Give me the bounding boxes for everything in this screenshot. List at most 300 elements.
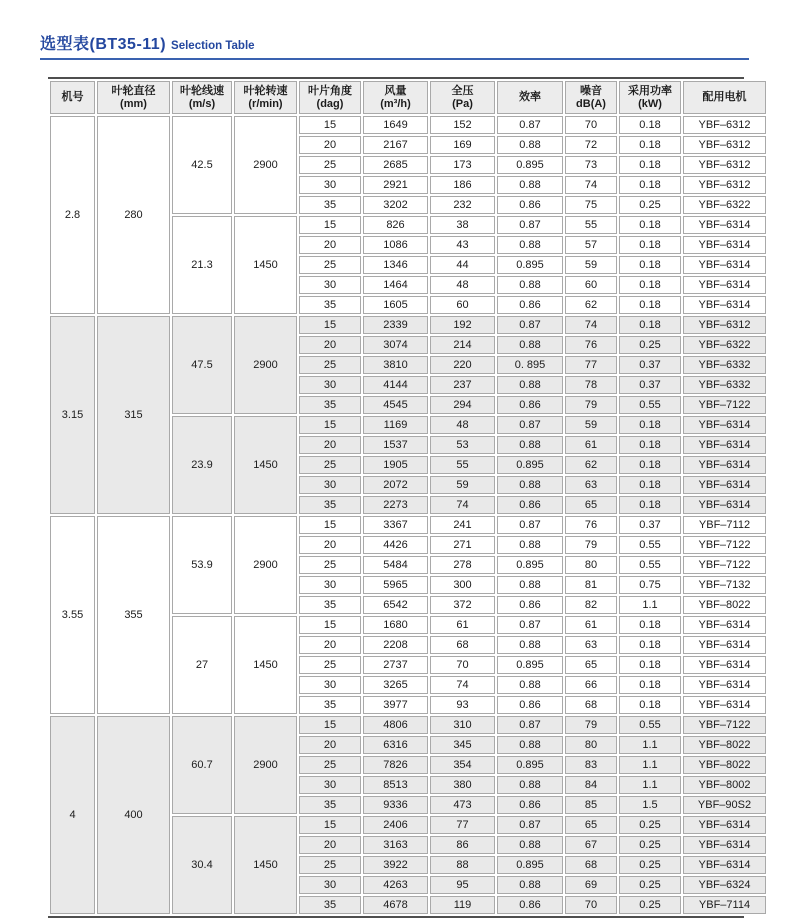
cell-noise: 61 [565, 616, 617, 634]
cell-efficiency: 0.88 [497, 576, 563, 594]
selection-table-wrap [48, 77, 752, 918]
cell-motor: YBF–6314 [683, 856, 766, 874]
cell-motor: YBF–6314 [683, 236, 766, 254]
cell-power: 0.18 [619, 256, 681, 274]
cell-efficiency: 0.88 [497, 436, 563, 454]
cell-motor: YBF–6332 [683, 376, 766, 394]
cell-line-speed: 30.4 [172, 816, 232, 914]
cell-pressure: 48 [430, 276, 495, 294]
cell-efficiency: 0.88 [497, 676, 563, 694]
cell-motor: YBF–8022 [683, 736, 766, 754]
cell-angle: 20 [299, 436, 361, 454]
cell-power: 0.18 [619, 496, 681, 514]
cell-pressure: 74 [430, 496, 495, 514]
col-header-noise: 噪音 dB(A) [565, 81, 617, 114]
cell-efficiency: 0.895 [497, 156, 563, 174]
cell-motor: YBF–6322 [683, 196, 766, 214]
cell-rpm: 2900 [234, 116, 297, 214]
cell-motor: YBF–6314 [683, 816, 766, 834]
cell-noise: 74 [565, 176, 617, 194]
cell-flow: 4426 [363, 536, 428, 554]
cell-flow: 2921 [363, 176, 428, 194]
cell-efficiency: 0.88 [497, 476, 563, 494]
cell-pressure: 380 [430, 776, 495, 794]
cell-rpm: 1450 [234, 616, 297, 714]
cell-angle: 20 [299, 536, 361, 554]
cell-diameter: 400 [97, 716, 170, 914]
cell-motor: YBF–6314 [683, 436, 766, 454]
cell-pressure: 214 [430, 336, 495, 354]
cell-motor: YBF–7122 [683, 556, 766, 574]
cell-flow: 2273 [363, 496, 428, 514]
page-title-en: Selection Table [171, 40, 255, 52]
cell-angle: 20 [299, 636, 361, 654]
cell-flow: 2406 [363, 816, 428, 834]
cell-motor: YBF–7122 [683, 536, 766, 554]
cell-angle: 25 [299, 856, 361, 874]
cell-pressure: 173 [430, 156, 495, 174]
header-row [50, 81, 766, 114]
cell-flow: 2737 [363, 656, 428, 674]
cell-angle: 25 [299, 556, 361, 574]
cell-flow: 4545 [363, 396, 428, 414]
cell-pressure: 294 [430, 396, 495, 414]
cell-noise: 70 [565, 896, 617, 914]
col-header-diameter: 叶轮直径 (mm) [97, 81, 170, 114]
cell-pressure: 74 [430, 676, 495, 694]
cell-noise: 76 [565, 516, 617, 534]
cell-model: 4 [50, 716, 95, 914]
cell-pressure: 192 [430, 316, 495, 334]
cell-pressure: 86 [430, 836, 495, 854]
cell-pressure: 119 [430, 896, 495, 914]
cell-efficiency: 0.895 [497, 756, 563, 774]
cell-pressure: 152 [430, 116, 495, 134]
cell-angle: 15 [299, 816, 361, 834]
cell-angle: 20 [299, 736, 361, 754]
cell-line-speed: 53.9 [172, 516, 232, 614]
cell-power: 0.25 [619, 836, 681, 854]
cell-noise: 82 [565, 596, 617, 614]
cell-noise: 72 [565, 136, 617, 154]
cell-motor: YBF–6314 [683, 416, 766, 434]
cell-model: 2.8 [50, 116, 95, 314]
cell-angle: 30 [299, 876, 361, 894]
cell-motor: YBF–6322 [683, 336, 766, 354]
cell-angle: 30 [299, 176, 361, 194]
cell-angle: 15 [299, 416, 361, 434]
cell-noise: 65 [565, 496, 617, 514]
cell-noise: 63 [565, 476, 617, 494]
cell-noise: 66 [565, 676, 617, 694]
cell-power: 0.18 [619, 136, 681, 154]
cell-efficiency: 0.88 [497, 136, 563, 154]
title-underline-rule [40, 58, 749, 60]
cell-pressure: 61 [430, 616, 495, 634]
cell-motor: YBF–7132 [683, 576, 766, 594]
cell-noise: 67 [565, 836, 617, 854]
cell-flow: 3922 [363, 856, 428, 874]
cell-motor: YBF–6312 [683, 156, 766, 174]
cell-angle: 15 [299, 516, 361, 534]
cell-power: 0.18 [619, 636, 681, 654]
cell-noise: 59 [565, 256, 617, 274]
cell-rpm: 1450 [234, 416, 297, 514]
cell-noise: 79 [565, 716, 617, 734]
cell-flow: 6542 [363, 596, 428, 614]
cell-pressure: 237 [430, 376, 495, 394]
page-title [40, 31, 760, 54]
cell-angle: 35 [299, 496, 361, 514]
cell-pressure: 59 [430, 476, 495, 494]
cell-efficiency: 0.88 [497, 636, 563, 654]
cell-angle: 25 [299, 456, 361, 474]
cell-power: 0.18 [619, 456, 681, 474]
cell-pressure: 278 [430, 556, 495, 574]
cell-motor: YBF–6314 [683, 476, 766, 494]
cell-diameter: 315 [97, 316, 170, 514]
cell-angle: 15 [299, 116, 361, 134]
selection-table-body [50, 116, 766, 914]
cell-flow: 1649 [363, 116, 428, 134]
cell-power: 0.37 [619, 356, 681, 374]
cell-flow: 5965 [363, 576, 428, 594]
col-header-efficiency: 效率 [497, 81, 563, 114]
cell-pressure: 186 [430, 176, 495, 194]
cell-pressure: 271 [430, 536, 495, 554]
cell-power: 0.18 [619, 416, 681, 434]
cell-flow: 2072 [363, 476, 428, 494]
cell-rpm: 2900 [234, 516, 297, 614]
cell-angle: 20 [299, 836, 361, 854]
cell-flow: 3163 [363, 836, 428, 854]
cell-motor: YBF–6314 [683, 256, 766, 274]
col-header-rpm: 叶轮转速 (r/min) [234, 81, 297, 114]
cell-pressure: 372 [430, 596, 495, 614]
cell-angle: 35 [299, 396, 361, 414]
cell-motor: YBF–6314 [683, 696, 766, 714]
cell-power: 0.55 [619, 536, 681, 554]
cell-pressure: 88 [430, 856, 495, 874]
cell-pressure: 310 [430, 716, 495, 734]
cell-motor: YBF–6314 [683, 296, 766, 314]
cell-diameter: 280 [97, 116, 170, 314]
cell-flow: 3810 [363, 356, 428, 374]
cell-motor: YBF–6314 [683, 636, 766, 654]
cell-pressure: 300 [430, 576, 495, 594]
cell-pressure: 220 [430, 356, 495, 374]
cell-flow: 1537 [363, 436, 428, 454]
cell-angle: 30 [299, 776, 361, 794]
cell-power: 0.37 [619, 516, 681, 534]
cell-flow: 4263 [363, 876, 428, 894]
cell-flow: 3367 [363, 516, 428, 534]
cell-power: 0.18 [619, 116, 681, 134]
cell-angle: 30 [299, 476, 361, 494]
cell-flow: 1086 [363, 236, 428, 254]
cell-flow: 5484 [363, 556, 428, 574]
cell-motor: YBF–8002 [683, 776, 766, 794]
col-header-angle: 叶片角度 (dag) [299, 81, 361, 114]
cell-motor: YBF–7114 [683, 896, 766, 914]
cell-angle: 25 [299, 156, 361, 174]
cell-pressure: 55 [430, 456, 495, 474]
cell-line-speed: 21.3 [172, 216, 232, 314]
cell-pressure: 241 [430, 516, 495, 534]
cell-efficiency: 0.88 [497, 876, 563, 894]
cell-power: 0.18 [619, 176, 681, 194]
cell-flow: 4678 [363, 896, 428, 914]
cell-rpm: 2900 [234, 316, 297, 414]
cell-motor: YBF–7122 [683, 716, 766, 734]
cell-flow: 3265 [363, 676, 428, 694]
cell-noise: 80 [565, 556, 617, 574]
cell-efficiency: 0.895 [497, 656, 563, 674]
cell-motor: YBF–6324 [683, 876, 766, 894]
cell-flow: 4806 [363, 716, 428, 734]
cell-efficiency: 0.86 [497, 596, 563, 614]
cell-flow: 7826 [363, 756, 428, 774]
cell-motor: YBF–6314 [683, 656, 766, 674]
cell-efficiency: 0.88 [497, 236, 563, 254]
cell-flow: 3074 [363, 336, 428, 354]
cell-pressure: 345 [430, 736, 495, 754]
cell-efficiency: 0.86 [497, 696, 563, 714]
cell-motor: YBF–6314 [683, 616, 766, 634]
cell-power: 0.55 [619, 556, 681, 574]
cell-flow: 1346 [363, 256, 428, 274]
cell-pressure: 70 [430, 656, 495, 674]
cell-efficiency: 0. 895 [497, 356, 563, 374]
cell-motor: YBF–7112 [683, 516, 766, 534]
cell-efficiency: 0.87 [497, 116, 563, 134]
cell-pressure: 38 [430, 216, 495, 234]
cell-line-speed: 42.5 [172, 116, 232, 214]
cell-efficiency: 0.88 [497, 276, 563, 294]
cell-line-speed: 60.7 [172, 716, 232, 814]
cell-efficiency: 0.895 [497, 256, 563, 274]
cell-efficiency: 0.86 [497, 896, 563, 914]
cell-efficiency: 0.88 [497, 336, 563, 354]
cell-efficiency: 0.88 [497, 776, 563, 794]
cell-power: 0.75 [619, 576, 681, 594]
cell-rpm: 1450 [234, 816, 297, 914]
cell-pressure: 44 [430, 256, 495, 274]
cell-flow: 1680 [363, 616, 428, 634]
cell-noise: 69 [565, 876, 617, 894]
cell-power: 0.18 [619, 696, 681, 714]
cell-flow: 1905 [363, 456, 428, 474]
cell-power: 0.18 [619, 616, 681, 634]
col-header-pressure: 全压 (Pa) [430, 81, 495, 114]
cell-noise: 78 [565, 376, 617, 394]
cell-pressure: 43 [430, 236, 495, 254]
cell-power: 0.18 [619, 296, 681, 314]
cell-efficiency: 0.87 [497, 516, 563, 534]
cell-diameter: 355 [97, 516, 170, 714]
cell-noise: 79 [565, 536, 617, 554]
cell-model: 3.15 [50, 316, 95, 514]
cell-rpm: 2900 [234, 716, 297, 814]
cell-power: 1.1 [619, 776, 681, 794]
cell-noise: 60 [565, 276, 617, 294]
page-title-zh: 选型表(BT35-11) [40, 36, 167, 53]
cell-power: 1.1 [619, 736, 681, 754]
cell-efficiency: 0.87 [497, 216, 563, 234]
cell-motor: YBF–6312 [683, 116, 766, 134]
cell-flow: 1605 [363, 296, 428, 314]
cell-line-speed: 27 [172, 616, 232, 714]
cell-power: 0.18 [619, 276, 681, 294]
cell-flow: 1169 [363, 416, 428, 434]
cell-pressure: 95 [430, 876, 495, 894]
cell-noise: 77 [565, 356, 617, 374]
cell-noise: 73 [565, 156, 617, 174]
cell-pressure: 68 [430, 636, 495, 654]
cell-noise: 81 [565, 576, 617, 594]
cell-flow: 4144 [363, 376, 428, 394]
cell-power: 0.25 [619, 816, 681, 834]
cell-angle: 35 [299, 196, 361, 214]
cell-pressure: 48 [430, 416, 495, 434]
cell-power: 0.25 [619, 876, 681, 894]
col-header-power: 采用功率 (kW) [619, 81, 681, 114]
cell-motor: YBF–6314 [683, 836, 766, 854]
cell-angle: 25 [299, 356, 361, 374]
cell-noise: 80 [565, 736, 617, 754]
col-header-flow: 风量 (m³/h) [363, 81, 428, 114]
cell-power: 0.18 [619, 476, 681, 494]
cell-noise: 74 [565, 316, 617, 334]
cell-flow: 1464 [363, 276, 428, 294]
cell-flow: 3977 [363, 696, 428, 714]
cell-efficiency: 0.87 [497, 316, 563, 334]
cell-angle: 30 [299, 576, 361, 594]
cell-power: 0.18 [619, 216, 681, 234]
cell-motor: YBF–6314 [683, 456, 766, 474]
cell-efficiency: 0.88 [497, 176, 563, 194]
cell-angle: 35 [299, 796, 361, 814]
cell-power: 0.18 [619, 656, 681, 674]
table-row [50, 316, 766, 334]
cell-flow: 2685 [363, 156, 428, 174]
cell-power: 1.1 [619, 596, 681, 614]
cell-efficiency: 0.86 [497, 796, 563, 814]
cell-pressure: 354 [430, 756, 495, 774]
cell-angle: 30 [299, 376, 361, 394]
cell-angle: 35 [299, 896, 361, 914]
cell-pressure: 169 [430, 136, 495, 154]
cell-motor: YBF–8022 [683, 596, 766, 614]
cell-flow: 2339 [363, 316, 428, 334]
cell-noise: 65 [565, 656, 617, 674]
cell-efficiency: 0.895 [497, 856, 563, 874]
cell-power: 0.18 [619, 236, 681, 254]
cell-power: 1.1 [619, 756, 681, 774]
cell-efficiency: 0.87 [497, 416, 563, 434]
cell-motor: YBF–6312 [683, 316, 766, 334]
cell-noise: 55 [565, 216, 617, 234]
cell-pressure: 77 [430, 816, 495, 834]
table-row [50, 516, 766, 534]
cell-efficiency: 0.87 [497, 716, 563, 734]
cell-noise: 62 [565, 456, 617, 474]
cell-motor: YBF–90S2 [683, 796, 766, 814]
cell-motor: YBF–8022 [683, 756, 766, 774]
cell-noise: 59 [565, 416, 617, 434]
cell-rpm: 1450 [234, 216, 297, 314]
cell-noise: 84 [565, 776, 617, 794]
cell-power: 1.5 [619, 796, 681, 814]
cell-power: 0.25 [619, 896, 681, 914]
cell-noise: 85 [565, 796, 617, 814]
cell-motor: YBF–6312 [683, 176, 766, 194]
col-header-model: 机号 [50, 81, 95, 114]
cell-noise: 62 [565, 296, 617, 314]
cell-line-speed: 23.9 [172, 416, 232, 514]
cell-motor: YBF–6332 [683, 356, 766, 374]
cell-power: 0.18 [619, 316, 681, 334]
cell-motor: YBF–6312 [683, 136, 766, 154]
cell-angle: 20 [299, 136, 361, 154]
cell-noise: 76 [565, 336, 617, 354]
cell-power: 0.18 [619, 436, 681, 454]
cell-noise: 79 [565, 396, 617, 414]
cell-motor: YBF–6314 [683, 676, 766, 694]
cell-angle: 35 [299, 596, 361, 614]
cell-motor: YBF–6314 [683, 496, 766, 514]
cell-efficiency: 0.88 [497, 536, 563, 554]
cell-efficiency: 0.88 [497, 376, 563, 394]
cell-efficiency: 0.86 [497, 196, 563, 214]
cell-flow: 3202 [363, 196, 428, 214]
cell-pressure: 473 [430, 796, 495, 814]
cell-angle: 20 [299, 336, 361, 354]
table-row [50, 116, 766, 134]
cell-efficiency: 0.86 [497, 496, 563, 514]
cell-angle: 20 [299, 236, 361, 254]
cell-motor: YBF–6314 [683, 216, 766, 234]
cell-pressure: 93 [430, 696, 495, 714]
cell-power: 0.55 [619, 396, 681, 414]
cell-model: 3.55 [50, 516, 95, 714]
cell-efficiency: 0.895 [497, 556, 563, 574]
selection-table-header [50, 81, 766, 114]
cell-power: 0.25 [619, 336, 681, 354]
col-header-motor: 配用电机 [683, 81, 766, 114]
cell-noise: 57 [565, 236, 617, 254]
cell-flow: 826 [363, 216, 428, 234]
cell-angle: 15 [299, 216, 361, 234]
cell-angle: 30 [299, 676, 361, 694]
cell-pressure: 53 [430, 436, 495, 454]
cell-line-speed: 47.5 [172, 316, 232, 414]
cell-angle: 15 [299, 716, 361, 734]
cell-flow: 9336 [363, 796, 428, 814]
cell-angle: 35 [299, 296, 361, 314]
cell-noise: 68 [565, 696, 617, 714]
cell-angle: 15 [299, 316, 361, 334]
cell-efficiency: 0.87 [497, 816, 563, 834]
cell-power: 0.25 [619, 196, 681, 214]
cell-noise: 75 [565, 196, 617, 214]
cell-motor: YBF–6314 [683, 276, 766, 294]
cell-flow: 6316 [363, 736, 428, 754]
cell-power: 0.37 [619, 376, 681, 394]
cell-power: 0.18 [619, 156, 681, 174]
cell-efficiency: 0.895 [497, 456, 563, 474]
cell-noise: 70 [565, 116, 617, 134]
